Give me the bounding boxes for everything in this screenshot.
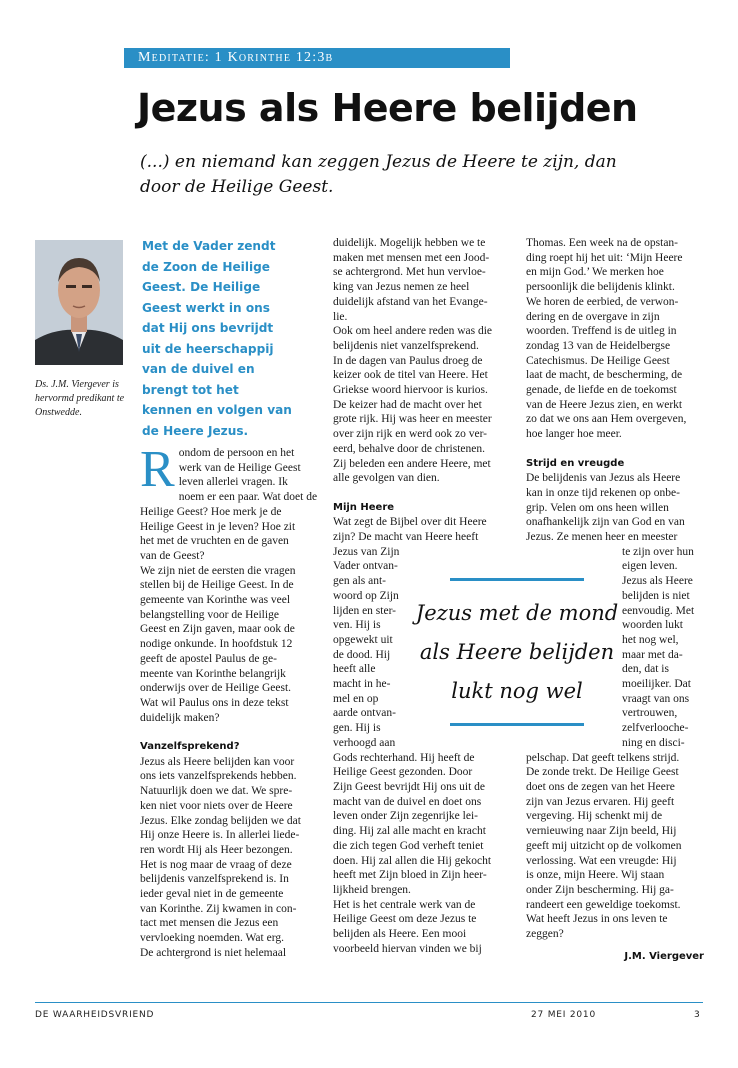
text-line: gen. Hij is bbox=[333, 722, 381, 735]
text-line: zeggen? bbox=[526, 928, 564, 941]
text-line: ren wordt Hij als Heer bezongen. bbox=[140, 843, 293, 856]
text-line: opgewekt uit bbox=[333, 633, 393, 646]
text-line: Het is het centrale werk van de bbox=[333, 898, 476, 911]
text-line: zijn? De macht van Heere heeft bbox=[333, 531, 479, 544]
text-line: In de dagen van Paulus droeg de bbox=[333, 354, 483, 367]
text-line: Griekse woord hiervoor is kurios. bbox=[333, 384, 488, 397]
text-line: ieder geval niet in de gemeente bbox=[140, 888, 284, 901]
footer-divider bbox=[35, 1002, 703, 1003]
text-line: Wat heeft Jezus in ons leven te bbox=[526, 913, 668, 926]
lead-paragraph: Met de Vader zendt de Zoon de Heilige Geest. De Heilige Geest werkt in ons dat Hij ons bevrijdt uit de heerschappij van de duivel en brengt tot het kennen en volgen van de Heere Jezus. bbox=[142, 239, 292, 438]
text-line: Gods rechterhand. Hij heeft de bbox=[333, 751, 475, 764]
text-line: ken niet voor niets over de Heere bbox=[140, 799, 293, 812]
subheading-vanzelfsprekend: Vanzelfsprekend? bbox=[140, 741, 240, 753]
text-line: van Korinthe. Zij kwamen in con- bbox=[140, 902, 297, 915]
text-line: macht in he- bbox=[333, 678, 391, 691]
text-line: gemeente van Korinthe was veel bbox=[140, 594, 291, 607]
pullquote-rule-bottom bbox=[450, 723, 584, 726]
column-3-para-2-rest bbox=[526, 751, 708, 942]
text-line: Hij onze Heere is. In allerlei liede- bbox=[140, 829, 300, 842]
text-line: Jezus. Elke zondag belijden we dat bbox=[140, 814, 301, 827]
text-line: geeft de apostel Paulus de ge- bbox=[140, 652, 277, 665]
text-line: laat de macht, de bescherming, de bbox=[526, 369, 683, 382]
text-line: over zijn rijk en werd ook zo ver- bbox=[333, 428, 488, 441]
text-line: Zij beleden een andere Heere, met bbox=[333, 457, 491, 470]
text-line: pelschap. Dat geeft telkens strijd. bbox=[526, 751, 680, 764]
text-line: duidelijk maken? bbox=[140, 711, 220, 724]
text-line: ons iets vanzelfsprekends hebben. bbox=[140, 770, 297, 783]
text-line: heeft met Zijn bloed in Zijn heer- bbox=[333, 869, 487, 882]
text-line: nodige onkunde. In hoofdstuk 12 bbox=[140, 638, 293, 651]
text-line: Vader ontvan- bbox=[333, 560, 398, 573]
text-line: maken met mensen met een Jood- bbox=[333, 251, 490, 264]
text-line: belangstelling voor de Heilige bbox=[140, 608, 279, 621]
text-line: randeert een geweldige toekomst. bbox=[526, 898, 681, 911]
text-line: De achtergrond is niet helemaal bbox=[140, 946, 287, 959]
photo-caption: Ds. J.M. Viergever is hervormd predikant te Onstwedde. bbox=[35, 379, 125, 418]
text-line: onafhankelijk zijn van God en van bbox=[526, 516, 685, 529]
text-line: moeilijker. Dat bbox=[622, 678, 691, 691]
text-line: keizer ook de titel van Heere. Het bbox=[333, 369, 488, 382]
text-line: De belijdenis van Jezus als Heere bbox=[526, 472, 681, 485]
text-line: alle gevolgen van dien. bbox=[333, 472, 440, 485]
column-2-para-1 bbox=[333, 236, 513, 486]
text-line: zondag 13 van de Heidelbergse bbox=[526, 339, 671, 352]
text-line: Jezus als Heere bbox=[622, 575, 693, 588]
text-line: ding roept hij het uit: ‘Mijn Heere bbox=[526, 251, 683, 264]
text-line: Jezus van Zijn bbox=[333, 545, 400, 558]
text-line: vraagt van ons bbox=[622, 692, 690, 705]
text-line: tact met mensen die Jezus een bbox=[140, 917, 279, 930]
text-line: king van Jezus nemen ze heel bbox=[333, 281, 470, 294]
text-line: Het is nog maar de vraag of deze bbox=[140, 858, 292, 871]
text-line: en mijn God.’ We merken hoe bbox=[526, 266, 664, 279]
text-line: ven. Hij is bbox=[333, 619, 381, 632]
text-line: We zijn niet de eersten die vragen bbox=[140, 564, 296, 577]
text-line: eerd, behalve door de christenen. bbox=[333, 442, 485, 455]
author-signature: J.M. Viergever bbox=[624, 951, 704, 962]
text-line: kan in onze tijd rekenen op onbe- bbox=[526, 486, 680, 499]
footer-publication: DE WAARHEIDSVRIEND bbox=[35, 1010, 155, 1020]
text-line: woorden. Treffend is de uitleg in bbox=[526, 325, 677, 338]
text-line: belijdenis niet vanzelfsprekend. bbox=[333, 339, 479, 352]
text-line: genade, de liefde en de toekomst bbox=[526, 384, 677, 397]
text-line: vernieuwing naar Zijn beeld, Hij bbox=[526, 825, 677, 838]
text-line: aarde ontvan- bbox=[333, 707, 396, 720]
text-line: Ook om heel andere reden was die bbox=[333, 325, 493, 338]
text-line: ning en disci- bbox=[622, 736, 685, 749]
text-line: eigen leven. bbox=[622, 560, 678, 573]
text-line: dering en de overgave in zijn bbox=[526, 310, 660, 323]
text-line: woord op Zijn bbox=[333, 589, 399, 602]
text-line: Wat wil Paulus ons in deze tekst bbox=[140, 696, 289, 709]
text-line: stellen bij de Heilige Geest. In de bbox=[140, 579, 294, 592]
text-line: noem er een paar. Wat doet de bbox=[178, 491, 318, 504]
text-line: den, dat is bbox=[622, 663, 669, 676]
text-line: doet ons de zegen van het Heere bbox=[526, 781, 675, 793]
text-line: voorbeeld hiervan vinden we bij bbox=[333, 942, 482, 955]
text-line: vervloeking noemden. Wat erg. bbox=[140, 932, 284, 945]
text-line: vertrouwen, bbox=[622, 707, 678, 720]
text-line: Wat zegt de Bijbel over dit Heere bbox=[333, 516, 487, 529]
text-line: verlossing. Wat een vreugde: Hij bbox=[526, 854, 677, 867]
text-line: duidelijk afstand van het Evange- bbox=[333, 295, 488, 308]
text-line: lijkheid brengen. bbox=[333, 883, 411, 896]
text-line: Jezus. Ze menen heer en meester bbox=[526, 531, 678, 544]
text-line: onderwijs over de Heilige Geest. bbox=[140, 682, 292, 695]
text-line: grip. Velen om ons heen willen bbox=[526, 501, 669, 514]
text-line: Heilige Geest om deze Jezus te bbox=[333, 913, 477, 926]
text-line: lijden en ster- bbox=[333, 604, 396, 617]
subheading-mijn-heere: Mijn Heere bbox=[333, 501, 395, 513]
text-line: mel en op bbox=[333, 692, 379, 705]
pullquote-text: Jezus met de mond als Heere belijden lukt nog wel bbox=[415, 601, 619, 703]
text-line: gen als ant- bbox=[333, 575, 387, 588]
portrait-photo-icon bbox=[35, 240, 123, 365]
text-line: zijn van Jezus ervaren. Hij geeft bbox=[526, 795, 675, 808]
text-line: macht van de duivel en doet ons bbox=[333, 795, 482, 808]
text-line: Jezus als Heere belijden kan voor bbox=[140, 755, 295, 768]
text-line: van de Heere Jezus zien, en werkt bbox=[526, 398, 683, 411]
text-line: Thomas. Een week na de opstan- bbox=[526, 237, 679, 249]
text-line: belijden als Heere. Een mooi bbox=[333, 928, 467, 941]
text-line: eenvoudig. Met bbox=[622, 604, 695, 617]
section-rubric: Meditatie: 1 Korinthe 12:3b bbox=[124, 48, 510, 68]
text-line: Geest en Zijn gaven, maar ook de bbox=[140, 623, 295, 636]
bible-text-subtitle: (...) en niemand kan zeggen Jezus de Heere te zijn, dan door de Heilige Geest. bbox=[140, 152, 617, 197]
text-line: lie. bbox=[333, 310, 348, 323]
text-line: leven onder Zijn zegenrijke lei- bbox=[333, 810, 478, 823]
page-number: 3 bbox=[694, 1010, 701, 1020]
text-line: geeft mij uitzicht op de volkomen bbox=[526, 839, 682, 852]
subheading-strijd-en-vreugde: Strijd en vreugde bbox=[526, 457, 625, 469]
text-line: onder Zijn bescherming. Hij ga- bbox=[526, 883, 674, 896]
text-line: se achtergrond. Met hun vervloe- bbox=[333, 266, 486, 279]
text-line: Catechismus. De Heilige Geest bbox=[526, 354, 670, 367]
text-line: De keizer had de macht over het bbox=[333, 398, 482, 411]
text-line: woorden lukt bbox=[622, 619, 684, 632]
drop-cap: R bbox=[140, 441, 175, 498]
text-line: verhoogd aan bbox=[333, 736, 396, 749]
pullquote bbox=[412, 578, 622, 726]
text-line: Natuurlijk doen we dat. We spre- bbox=[140, 785, 293, 798]
text-line: van de Geest? bbox=[140, 549, 205, 562]
text-line: ondom de persoon en het bbox=[178, 447, 295, 459]
text-line: We horen de eerbied, de verwon- bbox=[526, 295, 679, 308]
text-line: vergeving. Hij schenkt mij de bbox=[526, 810, 663, 823]
text-line: De zonde trekt. De Heilige Geest bbox=[526, 766, 679, 779]
text-line: belijden is niet bbox=[622, 589, 690, 602]
text-line: leven allerlei vragen. Ik bbox=[178, 476, 288, 489]
text-line: die zich tegen God verheft teniet bbox=[333, 839, 484, 852]
column-1-body bbox=[140, 755, 322, 961]
text-line: Zijn Geest bevrijdt Hij ons uit de bbox=[333, 781, 486, 793]
text-line: hoe langer hoe meer. bbox=[526, 428, 622, 441]
text-line: belijdenis vanzelfsprekend is. In bbox=[140, 873, 289, 886]
text-line: Heilige Geest gezonden. Door bbox=[333, 766, 473, 779]
text-line: ding. Hij zal alle macht en kracht bbox=[333, 825, 486, 838]
text-line: is onze, mijn Heere. Wij staan bbox=[526, 869, 665, 882]
page-title: Jezus als Heere belijden bbox=[137, 86, 638, 130]
text-line: zelfverlooche- bbox=[622, 722, 689, 735]
text-line: meente van Korinthe belangrijk bbox=[140, 667, 286, 680]
text-line: grote rijk. Hij was heer en meester bbox=[333, 413, 492, 426]
text-line: doen. Hij zal allen die Hij gekocht bbox=[333, 854, 492, 867]
text-line: duidelijk. Mogelijk hebben we te bbox=[333, 237, 486, 249]
column-3-para-2 bbox=[526, 471, 708, 545]
author-photo bbox=[35, 240, 123, 365]
text-line: maar met da- bbox=[622, 648, 683, 661]
text-line: persoonlijk die belijdenis klinkt. bbox=[526, 281, 675, 294]
text-line: te zijn over hun bbox=[622, 545, 694, 558]
article-column-1 bbox=[140, 441, 322, 961]
pullquote-rule-top bbox=[450, 578, 584, 581]
text-line: werk van de Heilige Geest bbox=[178, 461, 301, 474]
footer-date: 27 MEI 2010 bbox=[531, 1010, 596, 1020]
text-line: zo dat we ons aan Hem overgeven, bbox=[526, 413, 687, 426]
text-line: de dood. Hij bbox=[333, 648, 391, 661]
text-line: het met de vruchten en de gaven bbox=[140, 535, 289, 548]
text-line: Heilige Geest? Hoe merk je de bbox=[140, 505, 282, 518]
text-line: het nog wel, bbox=[622, 633, 679, 646]
text-line: Heilige Geest in je leven? Hoe zit bbox=[140, 520, 296, 533]
text-line: heeft alle bbox=[333, 663, 376, 676]
column-3-para-1 bbox=[526, 236, 708, 442]
